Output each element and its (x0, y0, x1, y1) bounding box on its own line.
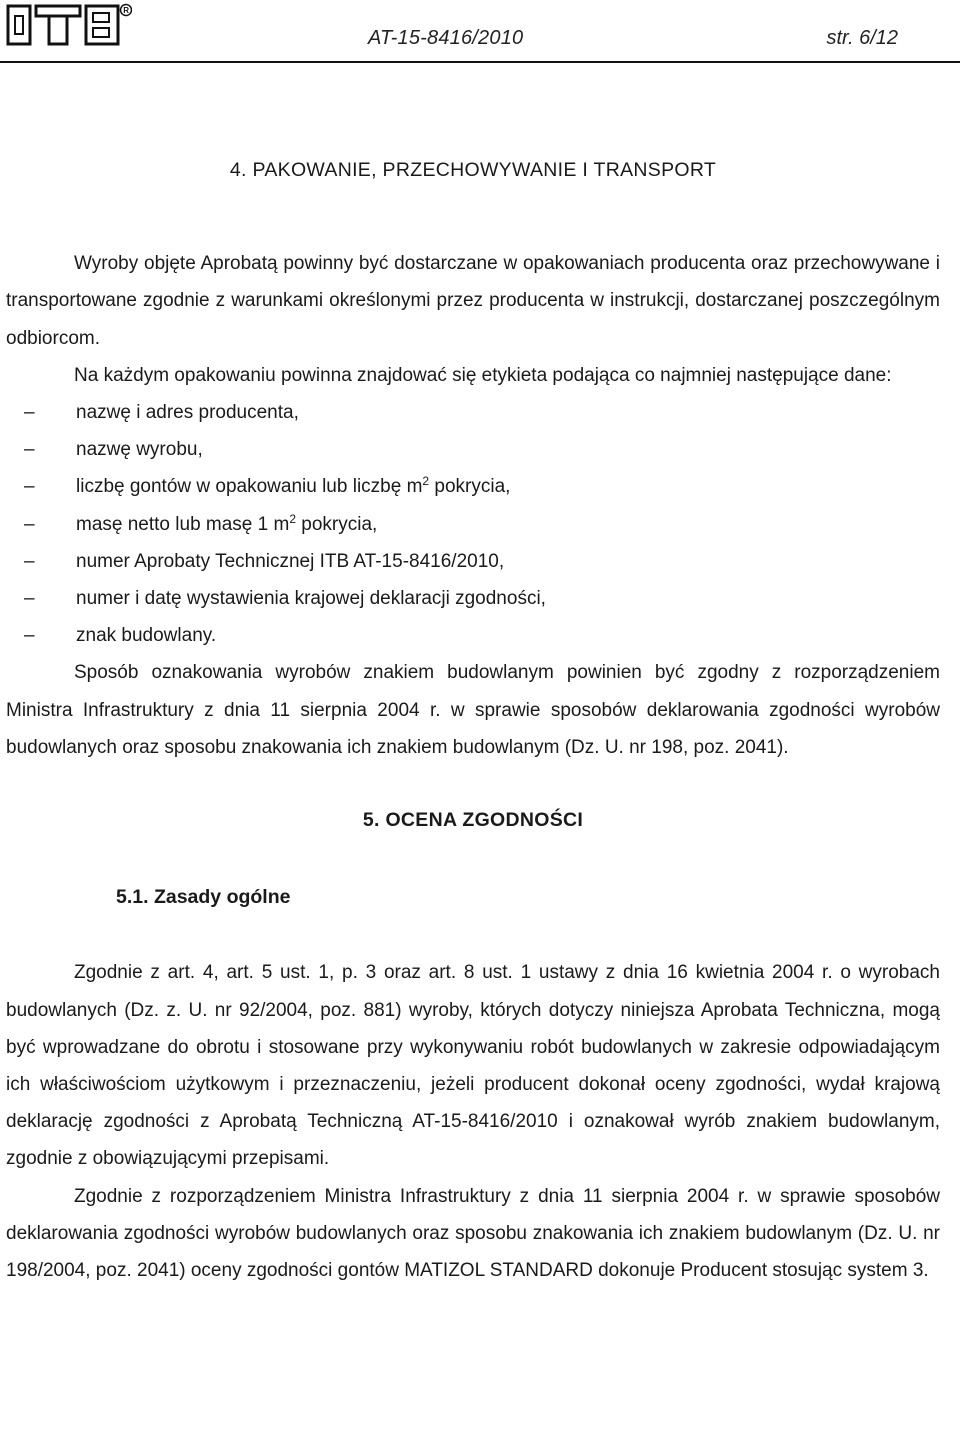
list-item-text: numer Aprobaty Technicznej ITB AT-15-8416/2010, (76, 550, 505, 572)
header-divider (0, 61, 960, 63)
dash-bullet: – (24, 550, 35, 572)
list-item-text: numer i datę wystawienia krajowej deklaracji zgodności, (76, 588, 546, 610)
list-item (6, 394, 940, 431)
label-data-list (6, 394, 940, 654)
dash-bullet: – (24, 513, 35, 535)
list-item-text: nazwę wyrobu, (76, 439, 203, 461)
dash-bullet: – (24, 625, 35, 647)
dash-bullet: – (24, 588, 35, 610)
superscript: 2 (289, 511, 297, 526)
list-item-text: pokrycia, (296, 513, 378, 535)
list-item (6, 580, 940, 617)
list-item-text: liczbę gontów w opakowaniu lub liczbę m (76, 476, 423, 498)
list-item-text: znak budowlany. (76, 625, 217, 647)
list-item-text: pokrycia, (429, 476, 511, 498)
list-item-text: nazwę i adres producenta, (76, 402, 299, 424)
document-number: AT-15-8416/2010 (368, 27, 524, 49)
section-4-heading: 4. PAKOWANIE, PRZECHOWYWANIE I TRANSPORT (229, 159, 717, 181)
dash-bullet: – (24, 439, 35, 461)
section-4-paragraph-1: Wyroby objęte Aprobatą powinny być dostarczane w opakowaniach producenta oraz przechowywane i transportowane zgodnie z warunkami określonymi przez producenta w instrukcji, dostarczanej poszczególnym odbiorcom. (6, 253, 940, 349)
section-5-1-paragraph-1: Zgodnie z art. 4, art. 5 ust. 1, p. 3 oraz art. 8 ust. 1 ustawy z dnia 16 kwietnia 2004 r. o wyrobach budowlanych (Dz. z. U. nr 92/2004, poz. 881) wyroby, których dotyczy niniejsza Aprobata Techniczna, mogą być wprowadzane do obrotu i stosowane przy wykonywaniu robót budowlanych w zakresie odpowiadającym ich właściwościom użytkowym i przeznaczeniu, jeżeli producent dokonał oceny zgodności, wydał krajową deklarację zgodności z Aprobatą Techniczną AT-15-8416/2010 i oznakował wyrób znakiem budowlanym, zgodnie z obowiązującymi przepisami. (6, 962, 940, 1170)
section-5-heading: 5. OCENA ZGODNOŚCI (362, 809, 584, 832)
page-number: str. 6/12 (826, 27, 898, 49)
list-item (6, 506, 940, 543)
page-header (0, 0, 960, 60)
list-item (6, 617, 940, 654)
list-item (6, 468, 940, 505)
list-item (6, 543, 940, 580)
section-5-1-subheading: 5.1. Zasady ogólne (116, 886, 291, 909)
superscript: 2 (422, 474, 430, 489)
section-4-paragraph-3: Sposób oznakowania wyrobów znakiem budowlanym powinien być zgodny z rozporządzeniem Ministra Infrastruktury z dnia 11 sierpnia 2004 r. w sprawie sposobów deklarowania zgodności wyrobów budowlanych oraz sposobu znakowania ich znakiem budowlanym (Dz. U. nr 198, poz. 2041). (6, 662, 940, 758)
dash-bullet: – (24, 402, 35, 424)
section-4-paragraph-2: Na każdym opakowaniu powinna znajdować się etykieta podająca co najmniej następujące dane: (74, 364, 892, 386)
document-body (6, 152, 940, 1289)
list-item (6, 431, 940, 468)
section-5-1-paragraph-2: Zgodnie z rozporządzeniem Ministra Infrastruktury z dnia 11 sierpnia 2004 r. w sprawie sposobów deklarowania zgodności wyrobów budowlanych oraz sposobu znakowania ich znakiem budowlanym (Dz. U. nr 198/2004, poz. 2041) oceny zgodności gontów MATIZOL STANDARD dokonuje Producent stosując system 3. (6, 1185, 940, 1282)
svg-text:R: R (123, 6, 130, 15)
dash-bullet: – (24, 476, 35, 498)
itb-logo (6, 2, 132, 46)
list-item-text: masę netto lub masę 1 m (76, 513, 290, 535)
